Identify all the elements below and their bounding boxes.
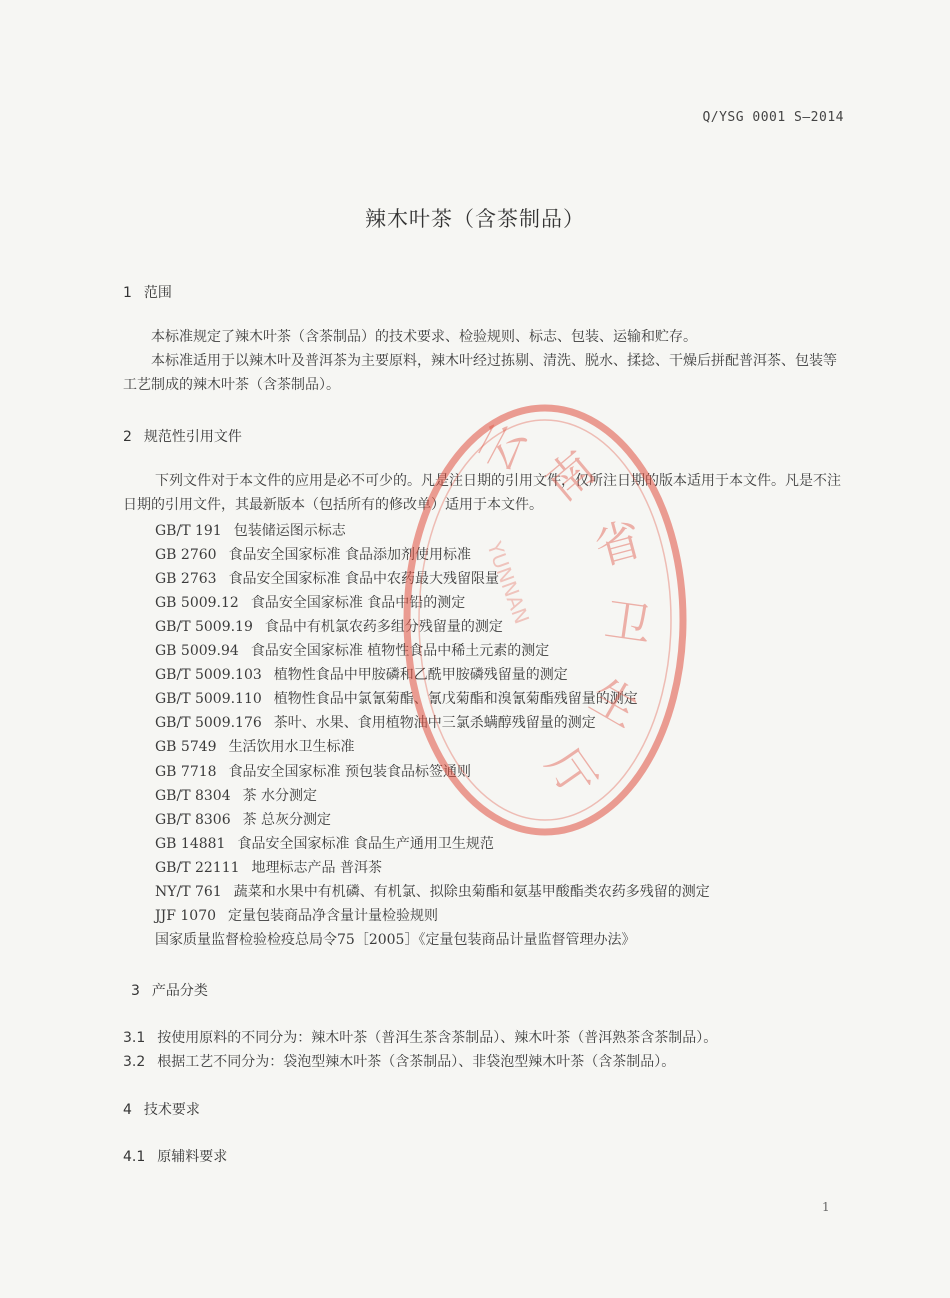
svg-text:南: 南 (535, 440, 606, 512)
svg-text:YUNNAN: YUNNAN (482, 538, 535, 627)
scope-paragraph-1: 本标准规定了辣木叶茶（含茶制品）的技术要求、检验规则、标志、包装、运输和贮存。 (151, 329, 697, 345)
reference-item (155, 857, 382, 877)
svg-text:省: 省 (588, 511, 648, 576)
reference-code: GB/T 5009.103 (155, 667, 262, 684)
reference-code: JJF 1070 (155, 907, 217, 924)
reference-code: GB/T 22111 (155, 859, 240, 876)
reference-code: GB 14881 (155, 835, 226, 852)
reference-code: GB/T 5009.176 (155, 715, 262, 732)
svg-text:厅: 厅 (535, 738, 607, 807)
section-1-heading (123, 282, 172, 302)
reference-item (155, 712, 596, 732)
reference-title: 茶 水分测定 (242, 787, 318, 804)
reference-code: NY/T 761 (155, 883, 222, 900)
classification-item (123, 1027, 717, 1047)
reference-title: 包装储运图示标志 (233, 523, 346, 539)
document-title: 辣木叶茶（含茶制品） (365, 207, 585, 231)
reference-code: GB/T 8306 (155, 811, 231, 828)
reference-title: 蔬菜和水果中有机磷、有机氯、拟除虫菊酯和氨基甲酸酯类农药多残留的测定 (233, 883, 710, 900)
section-title: 规范性引用文件 (143, 429, 242, 445)
reference-item (155, 688, 638, 708)
reference-item (155, 785, 317, 805)
reference-title: 地理标志产品 普洱茶 (251, 859, 382, 876)
svg-text:云: 云 (467, 414, 537, 481)
references-intro: 下列文件对于本文件的应用是必不可少的。凡是注日期的引用文件，仅所注日期的版本适用于本文件。凡是不注日期的引用文件，其最新版本（包括所有的修改单）适用于本文件。 (123, 473, 841, 513)
item-text: 根据工艺不同分为：袋泡型辣木叶茶（含茶制品）、非袋泡型辣木叶茶（含茶制品）。 (157, 1054, 676, 1070)
reference-title: 食品安全国家标准 食品添加剂使用标准 (228, 547, 472, 564)
item-number: 3.2 (123, 1054, 146, 1070)
item-number: 3.1 (123, 1030, 146, 1046)
item-text: 按使用原料的不同分为：辣木叶茶（普洱生茶含茶制品）、辣木叶茶（普洱熟茶含茶制品）。 (157, 1030, 718, 1046)
section-2-heading (123, 426, 242, 446)
section-number: 1 (123, 285, 132, 301)
reference-code: GB/T 5009.19 (155, 619, 253, 636)
reference-code: GB 2763 (155, 571, 217, 588)
reference-title: 定量包装商品净含量计量检验规则 (228, 907, 439, 924)
reference-item (155, 736, 355, 756)
section-title: 技术要求 (143, 1102, 200, 1118)
reference-item (155, 929, 635, 949)
reference-item (155, 616, 503, 636)
reference-title: 植物性食品中氯氰菊酯、氰戊菊酯和溴氰菊酯残留量的测定 (273, 691, 638, 708)
reference-code: GB/T 8304 (155, 787, 231, 804)
reference-title: 植物性食品中甲胺磷和乙酰甲胺磷残留量的测定 (273, 667, 568, 684)
reference-code: GB 2760 (155, 547, 217, 564)
reference-item (155, 544, 471, 564)
reference-title: 食品安全国家标准 食品中铅的测定 (250, 595, 466, 612)
reference-code: GB 5009.94 (155, 643, 239, 660)
svg-text:生: 生 (581, 667, 649, 738)
subsection-4-1-heading (123, 1146, 227, 1166)
reference-code: GB 5009.12 (155, 595, 239, 612)
reference-item (155, 568, 499, 588)
reference-title: 食品安全国家标准 预包装食品标签通则 (228, 763, 472, 780)
svg-text:卫: 卫 (601, 592, 655, 653)
page-number: 1 (822, 1200, 830, 1214)
standard-number: Q/YSG 0001 S—2014 (702, 110, 844, 125)
reference-item (155, 761, 471, 781)
reference-item (155, 833, 494, 853)
reference-code: GB/T 191 (155, 523, 222, 539)
reference-title: 国家质量监督检验检疫总局令75［2005］《定量包装商品计量监督管理办法》 (155, 931, 636, 948)
reference-item (155, 520, 346, 540)
subsection-title: 原辅料要求 (157, 1149, 228, 1165)
reference-item (155, 664, 568, 684)
reference-code: GB 5749 (155, 739, 217, 756)
section-title: 范围 (143, 285, 172, 301)
scope-paragraph-2: 本标准适用于以辣木叶及普洱茶为主要原料，辣木叶经过拣剔、清洗、脱水、揉捻、干燥后拼配普洱茶、包装等工艺制成的辣木叶茶（含茶制品）。 (123, 353, 837, 393)
subsection-number: 4.1 (123, 1149, 146, 1165)
reference-title: 食品安全国家标准 食品中农药最大残留限量 (228, 571, 500, 588)
section-number: 4 (123, 1102, 132, 1118)
section-title: 产品分类 (151, 983, 208, 999)
reference-item (155, 809, 331, 829)
classification-item (123, 1051, 675, 1071)
reference-code: GB/T 5009.110 (155, 691, 262, 708)
section-number: 3 (131, 983, 140, 999)
section-3-heading (131, 980, 208, 1000)
reference-item (155, 592, 465, 612)
reference-item (155, 640, 549, 660)
reference-item (155, 881, 710, 901)
reference-code: GB 7718 (155, 763, 217, 780)
section-number: 2 (123, 429, 132, 445)
reference-title: 生活饮用水卫生标准 (228, 739, 355, 756)
reference-title: 食品中有机氯农药多组分残留量的测定 (264, 619, 503, 636)
reference-title: 茶叶、水果、食用植物油中三氯杀螨醇残留量的测定 (273, 715, 596, 732)
reference-title: 食品安全国家标准 食品生产通用卫生规范 (237, 835, 494, 852)
reference-title: 食品安全国家标准 植物性食品中稀土元素的测定 (250, 643, 550, 660)
section-4-heading (123, 1099, 200, 1119)
reference-title: 茶 总灰分测定 (242, 811, 332, 828)
reference-item (155, 905, 438, 925)
